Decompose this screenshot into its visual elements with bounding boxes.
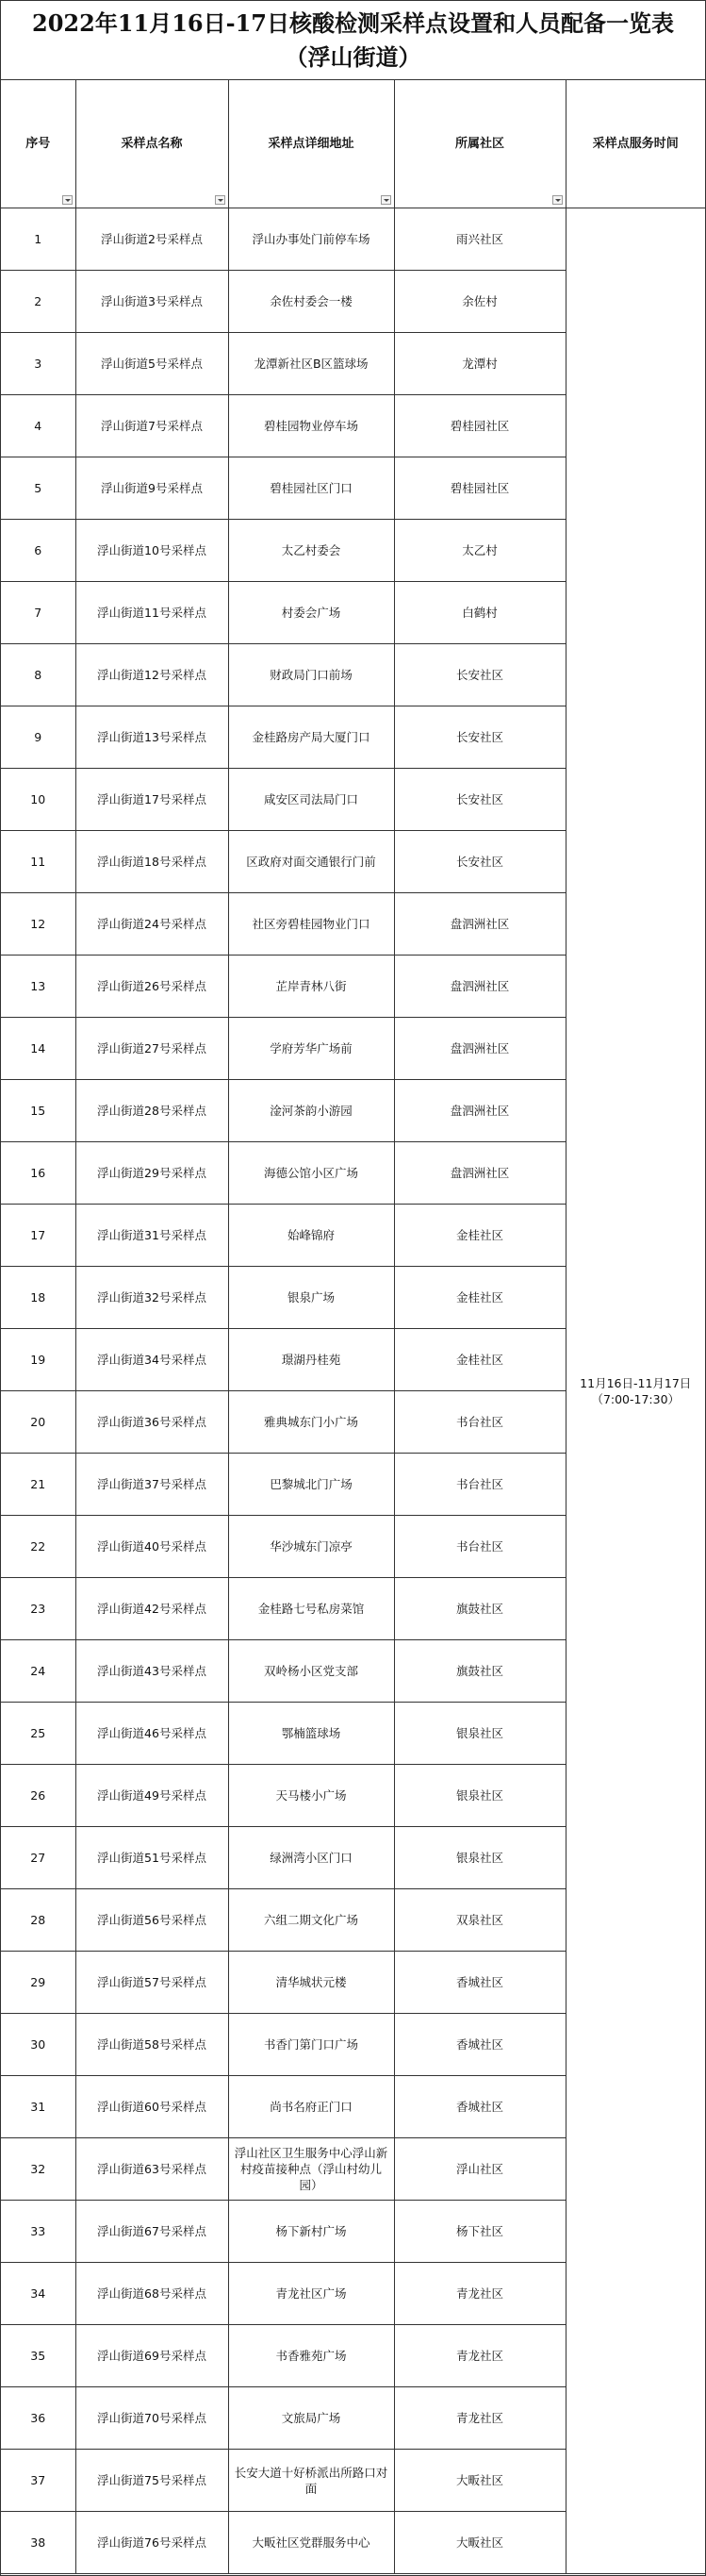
cell-community: 余佐村 xyxy=(394,271,566,333)
filter-dropdown-icon[interactable] xyxy=(215,195,225,205)
page-title: 2022年11月16日-17日核酸检测采样点设置和人员配备一览表（浮山街道） xyxy=(1,1,705,80)
cell-community: 银泉社区 xyxy=(394,1827,566,1889)
cell-name: 浮山街道18号采样点 xyxy=(75,831,228,893)
cell-name: 浮山街道24号采样点 xyxy=(75,893,228,956)
header-time xyxy=(566,80,705,208)
cell-address: 华沙城东门凉亭 xyxy=(228,1516,394,1578)
cell-community: 盘泗洲社区 xyxy=(394,956,566,1018)
cell-no: 16 xyxy=(1,1142,75,1205)
cell-address: 碧桂园物业停车场 xyxy=(228,395,394,457)
cell-no: 36 xyxy=(1,2387,75,2450)
cell-no: 9 xyxy=(1,706,75,769)
cell-no: 29 xyxy=(1,1952,75,2014)
cell-address: 浮山社区卫生服务中心浮山新村疫苗接种点（浮山村幼儿园） xyxy=(228,2138,394,2201)
cell-no: 2 xyxy=(1,271,75,333)
cell-address: 学府芳华广场前 xyxy=(228,1018,394,1080)
cell-address: 清华城状元楼 xyxy=(228,1952,394,2014)
cell-no: 18 xyxy=(1,1267,75,1329)
filter-dropdown-icon[interactable] xyxy=(381,195,391,205)
cell-community: 杨下社区 xyxy=(394,2201,566,2263)
cell-no: 14 xyxy=(1,1018,75,1080)
cell-no: 17 xyxy=(1,1205,75,1267)
cell-address: 碧桂园社区门口 xyxy=(228,457,394,520)
cell-address: 杨下新村广场 xyxy=(228,2201,394,2263)
cell-no: 7 xyxy=(1,582,75,644)
cell-name: 浮山街道51号采样点 xyxy=(75,1827,228,1889)
cell-address: 鄂楠篮球场 xyxy=(228,1703,394,1765)
cell-name: 浮山街道28号采样点 xyxy=(75,1080,228,1142)
cell-name: 浮山街道75号采样点 xyxy=(75,2450,228,2512)
cell-community: 青龙社区 xyxy=(394,2263,566,2325)
cell-no: 35 xyxy=(1,2325,75,2387)
cell-name: 浮山街道58号采样点 xyxy=(75,2014,228,2076)
cell-name: 浮山街道67号采样点 xyxy=(75,2201,228,2263)
cell-address: 芷岸青林八街 xyxy=(228,956,394,1018)
cell-no: 19 xyxy=(1,1329,75,1391)
cell-no: 22 xyxy=(1,1516,75,1578)
cell-community: 香城社区 xyxy=(394,1952,566,2014)
cell-address: 巴黎城北门广场 xyxy=(228,1454,394,1516)
cell-community: 盘泗洲社区 xyxy=(394,893,566,956)
cell-name: 浮山街道11号采样点 xyxy=(75,582,228,644)
cell-address: 浮山办事处门前停车场 xyxy=(228,208,394,271)
table-header-row xyxy=(1,80,705,208)
header-address-label: 采样点详细地址 xyxy=(268,137,354,151)
header-name xyxy=(75,80,228,208)
cell-address: 财政局门口前场 xyxy=(228,644,394,706)
cell-no: 6 xyxy=(1,520,75,582)
cell-name: 浮山街道57号采样点 xyxy=(75,1952,228,2014)
cell-address: 青龙社区广场 xyxy=(228,2263,394,2325)
cell-name: 浮山街道31号采样点 xyxy=(75,1205,228,1267)
cell-address: 璟湖丹桂苑 xyxy=(228,1329,394,1391)
cell-community: 长安社区 xyxy=(394,644,566,706)
cell-address: 尚书名府正门口 xyxy=(228,2076,394,2138)
cell-community: 长安社区 xyxy=(394,769,566,831)
cell-community: 金桂社区 xyxy=(394,1329,566,1391)
cell-community: 盘泗洲社区 xyxy=(394,1018,566,1080)
cell-community: 大畈社区 xyxy=(394,2512,566,2574)
cell-name: 浮山街道70号采样点 xyxy=(75,2387,228,2450)
header-address xyxy=(228,80,394,208)
cell-name: 浮山街道29号采样点 xyxy=(75,1142,228,1205)
cell-no: 21 xyxy=(1,1454,75,1516)
table-body xyxy=(1,208,705,2574)
cell-no: 12 xyxy=(1,893,75,956)
cell-name: 浮山街道12号采样点 xyxy=(75,644,228,706)
cell-community: 龙潭村 xyxy=(394,333,566,395)
header-community-label: 所属社区 xyxy=(454,137,504,151)
cell-community: 双泉社区 xyxy=(394,1889,566,1952)
filter-dropdown-icon[interactable] xyxy=(552,195,563,205)
cell-community: 旗鼓社区 xyxy=(394,1640,566,1703)
cell-name: 浮山街道36号采样点 xyxy=(75,1391,228,1454)
sampling-points-table xyxy=(1,80,705,2574)
cell-name: 浮山街道60号采样点 xyxy=(75,2076,228,2138)
cell-community: 青龙社区 xyxy=(394,2387,566,2450)
cell-community: 青龙社区 xyxy=(394,2325,566,2387)
cell-no: 11 xyxy=(1,831,75,893)
table-row xyxy=(1,208,705,271)
cell-no: 24 xyxy=(1,1640,75,1703)
cell-name: 浮山街道17号采样点 xyxy=(75,769,228,831)
cell-community: 书台社区 xyxy=(394,1454,566,1516)
cell-community: 书台社区 xyxy=(394,1391,566,1454)
cell-community: 浮山社区 xyxy=(394,2138,566,2201)
cell-address: 金桂路房产局大厦门口 xyxy=(228,706,394,769)
header-community xyxy=(394,80,566,208)
cell-address: 大畈社区党群服务中心 xyxy=(228,2512,394,2574)
cell-no: 31 xyxy=(1,2076,75,2138)
cell-no: 3 xyxy=(1,333,75,395)
cell-community: 碧桂园社区 xyxy=(394,457,566,520)
cell-name: 浮山街道2号采样点 xyxy=(75,208,228,271)
cell-no: 20 xyxy=(1,1391,75,1454)
cell-name: 浮山街道42号采样点 xyxy=(75,1578,228,1640)
cell-name: 浮山街道56号采样点 xyxy=(75,1889,228,1952)
cell-no: 10 xyxy=(1,769,75,831)
cell-address: 银泉广场 xyxy=(228,1267,394,1329)
cell-community: 长安社区 xyxy=(394,831,566,893)
cell-name: 浮山街道37号采样点 xyxy=(75,1454,228,1516)
header-name-label: 采样点名称 xyxy=(121,137,183,151)
cell-address: 文旅局广场 xyxy=(228,2387,394,2450)
cell-address: 金桂路七号私房菜馆 xyxy=(228,1578,394,1640)
cell-address: 书香门第门口广场 xyxy=(228,2014,394,2076)
cell-community: 太乙村 xyxy=(394,520,566,582)
cell-no: 38 xyxy=(1,2512,75,2574)
cell-name: 浮山街道27号采样点 xyxy=(75,1018,228,1080)
cell-address: 书香雅苑广场 xyxy=(228,2325,394,2387)
filter-dropdown-icon[interactable] xyxy=(62,195,73,205)
cell-no: 13 xyxy=(1,956,75,1018)
cell-no: 15 xyxy=(1,1080,75,1142)
cell-address: 雅典城东门小广场 xyxy=(228,1391,394,1454)
cell-name: 浮山街道49号采样点 xyxy=(75,1765,228,1827)
cell-community: 长安社区 xyxy=(394,706,566,769)
cell-community: 香城社区 xyxy=(394,2076,566,2138)
cell-no: 5 xyxy=(1,457,75,520)
cell-name: 浮山街道40号采样点 xyxy=(75,1516,228,1578)
service-time-date: 11月16日-11月17日 xyxy=(580,1375,692,1390)
cell-name: 浮山街道13号采样点 xyxy=(75,706,228,769)
cell-community: 雨兴社区 xyxy=(394,208,566,271)
cell-address: 六组二期文化广场 xyxy=(228,1889,394,1952)
cell-community: 书台社区 xyxy=(394,1516,566,1578)
cell-no: 34 xyxy=(1,2263,75,2325)
cell-community: 大畈社区 xyxy=(394,2450,566,2512)
cell-community: 盘泗洲社区 xyxy=(394,1142,566,1205)
cell-address: 咸安区司法局门口 xyxy=(228,769,394,831)
cell-community: 香城社区 xyxy=(394,2014,566,2076)
cell-no: 28 xyxy=(1,1889,75,1952)
cell-address: 村委会广场 xyxy=(228,582,394,644)
cell-service-time xyxy=(566,208,705,2574)
cell-name: 浮山街道26号采样点 xyxy=(75,956,228,1018)
cell-no: 32 xyxy=(1,2138,75,2201)
cell-address: 区政府对面交通银行门前 xyxy=(228,831,394,893)
cell-address: 始峰锦府 xyxy=(228,1205,394,1267)
cell-address: 长安大道十好桥派出所路口对面 xyxy=(228,2450,394,2512)
cell-address: 龙潭新社区B区篮球场 xyxy=(228,333,394,395)
cell-name: 浮山街道9号采样点 xyxy=(75,457,228,520)
cell-name: 浮山街道7号采样点 xyxy=(75,395,228,457)
cell-name: 浮山街道34号采样点 xyxy=(75,1329,228,1391)
cell-community: 银泉社区 xyxy=(394,1703,566,1765)
cell-no: 25 xyxy=(1,1703,75,1765)
cell-no: 23 xyxy=(1,1578,75,1640)
cell-no: 26 xyxy=(1,1765,75,1827)
cell-name: 浮山街道69号采样点 xyxy=(75,2325,228,2387)
cell-name: 浮山街道46号采样点 xyxy=(75,1703,228,1765)
cell-address: 天马楼小广场 xyxy=(228,1765,394,1827)
cell-address: 社区旁碧桂园物业门口 xyxy=(228,893,394,956)
cell-no: 8 xyxy=(1,644,75,706)
cell-address: 绿洲湾小区门口 xyxy=(228,1827,394,1889)
cell-name: 浮山街道10号采样点 xyxy=(75,520,228,582)
cell-no: 4 xyxy=(1,395,75,457)
cell-community: 银泉社区 xyxy=(394,1765,566,1827)
cell-community: 金桂社区 xyxy=(394,1205,566,1267)
cell-community: 旗鼓社区 xyxy=(394,1578,566,1640)
cell-address: 太乙村委会 xyxy=(228,520,394,582)
cell-community: 盘泗洲社区 xyxy=(394,1080,566,1142)
cell-name: 浮山街道5号采样点 xyxy=(75,333,228,395)
cell-name: 浮山街道3号采样点 xyxy=(75,271,228,333)
cell-community: 金桂社区 xyxy=(394,1267,566,1329)
cell-name: 浮山街道68号采样点 xyxy=(75,2263,228,2325)
cell-no: 27 xyxy=(1,1827,75,1889)
cell-name: 浮山街道63号采样点 xyxy=(75,2138,228,2201)
header-no-label: 序号 xyxy=(25,137,51,151)
cell-name: 浮山街道32号采样点 xyxy=(75,1267,228,1329)
cell-community: 碧桂园社区 xyxy=(394,395,566,457)
cell-address: 余佐村委会一楼 xyxy=(228,271,394,333)
cell-address: 淦河茶韵小游园 xyxy=(228,1080,394,1142)
cell-no: 30 xyxy=(1,2014,75,2076)
service-time-hours: （7:00-17:30） xyxy=(591,1391,681,1406)
header-no xyxy=(1,80,75,208)
header-time-label: 采样点服务时间 xyxy=(592,137,679,151)
cell-name: 浮山街道76号采样点 xyxy=(75,2512,228,2574)
cell-no: 1 xyxy=(1,208,75,271)
cell-no: 33 xyxy=(1,2201,75,2263)
cell-name: 浮山街道43号采样点 xyxy=(75,1640,228,1703)
cell-community: 白鹤村 xyxy=(394,582,566,644)
cell-address: 海德公馆小区广场 xyxy=(228,1142,394,1205)
cell-address: 双岭杨小区党支部 xyxy=(228,1640,394,1703)
cell-no: 37 xyxy=(1,2450,75,2512)
